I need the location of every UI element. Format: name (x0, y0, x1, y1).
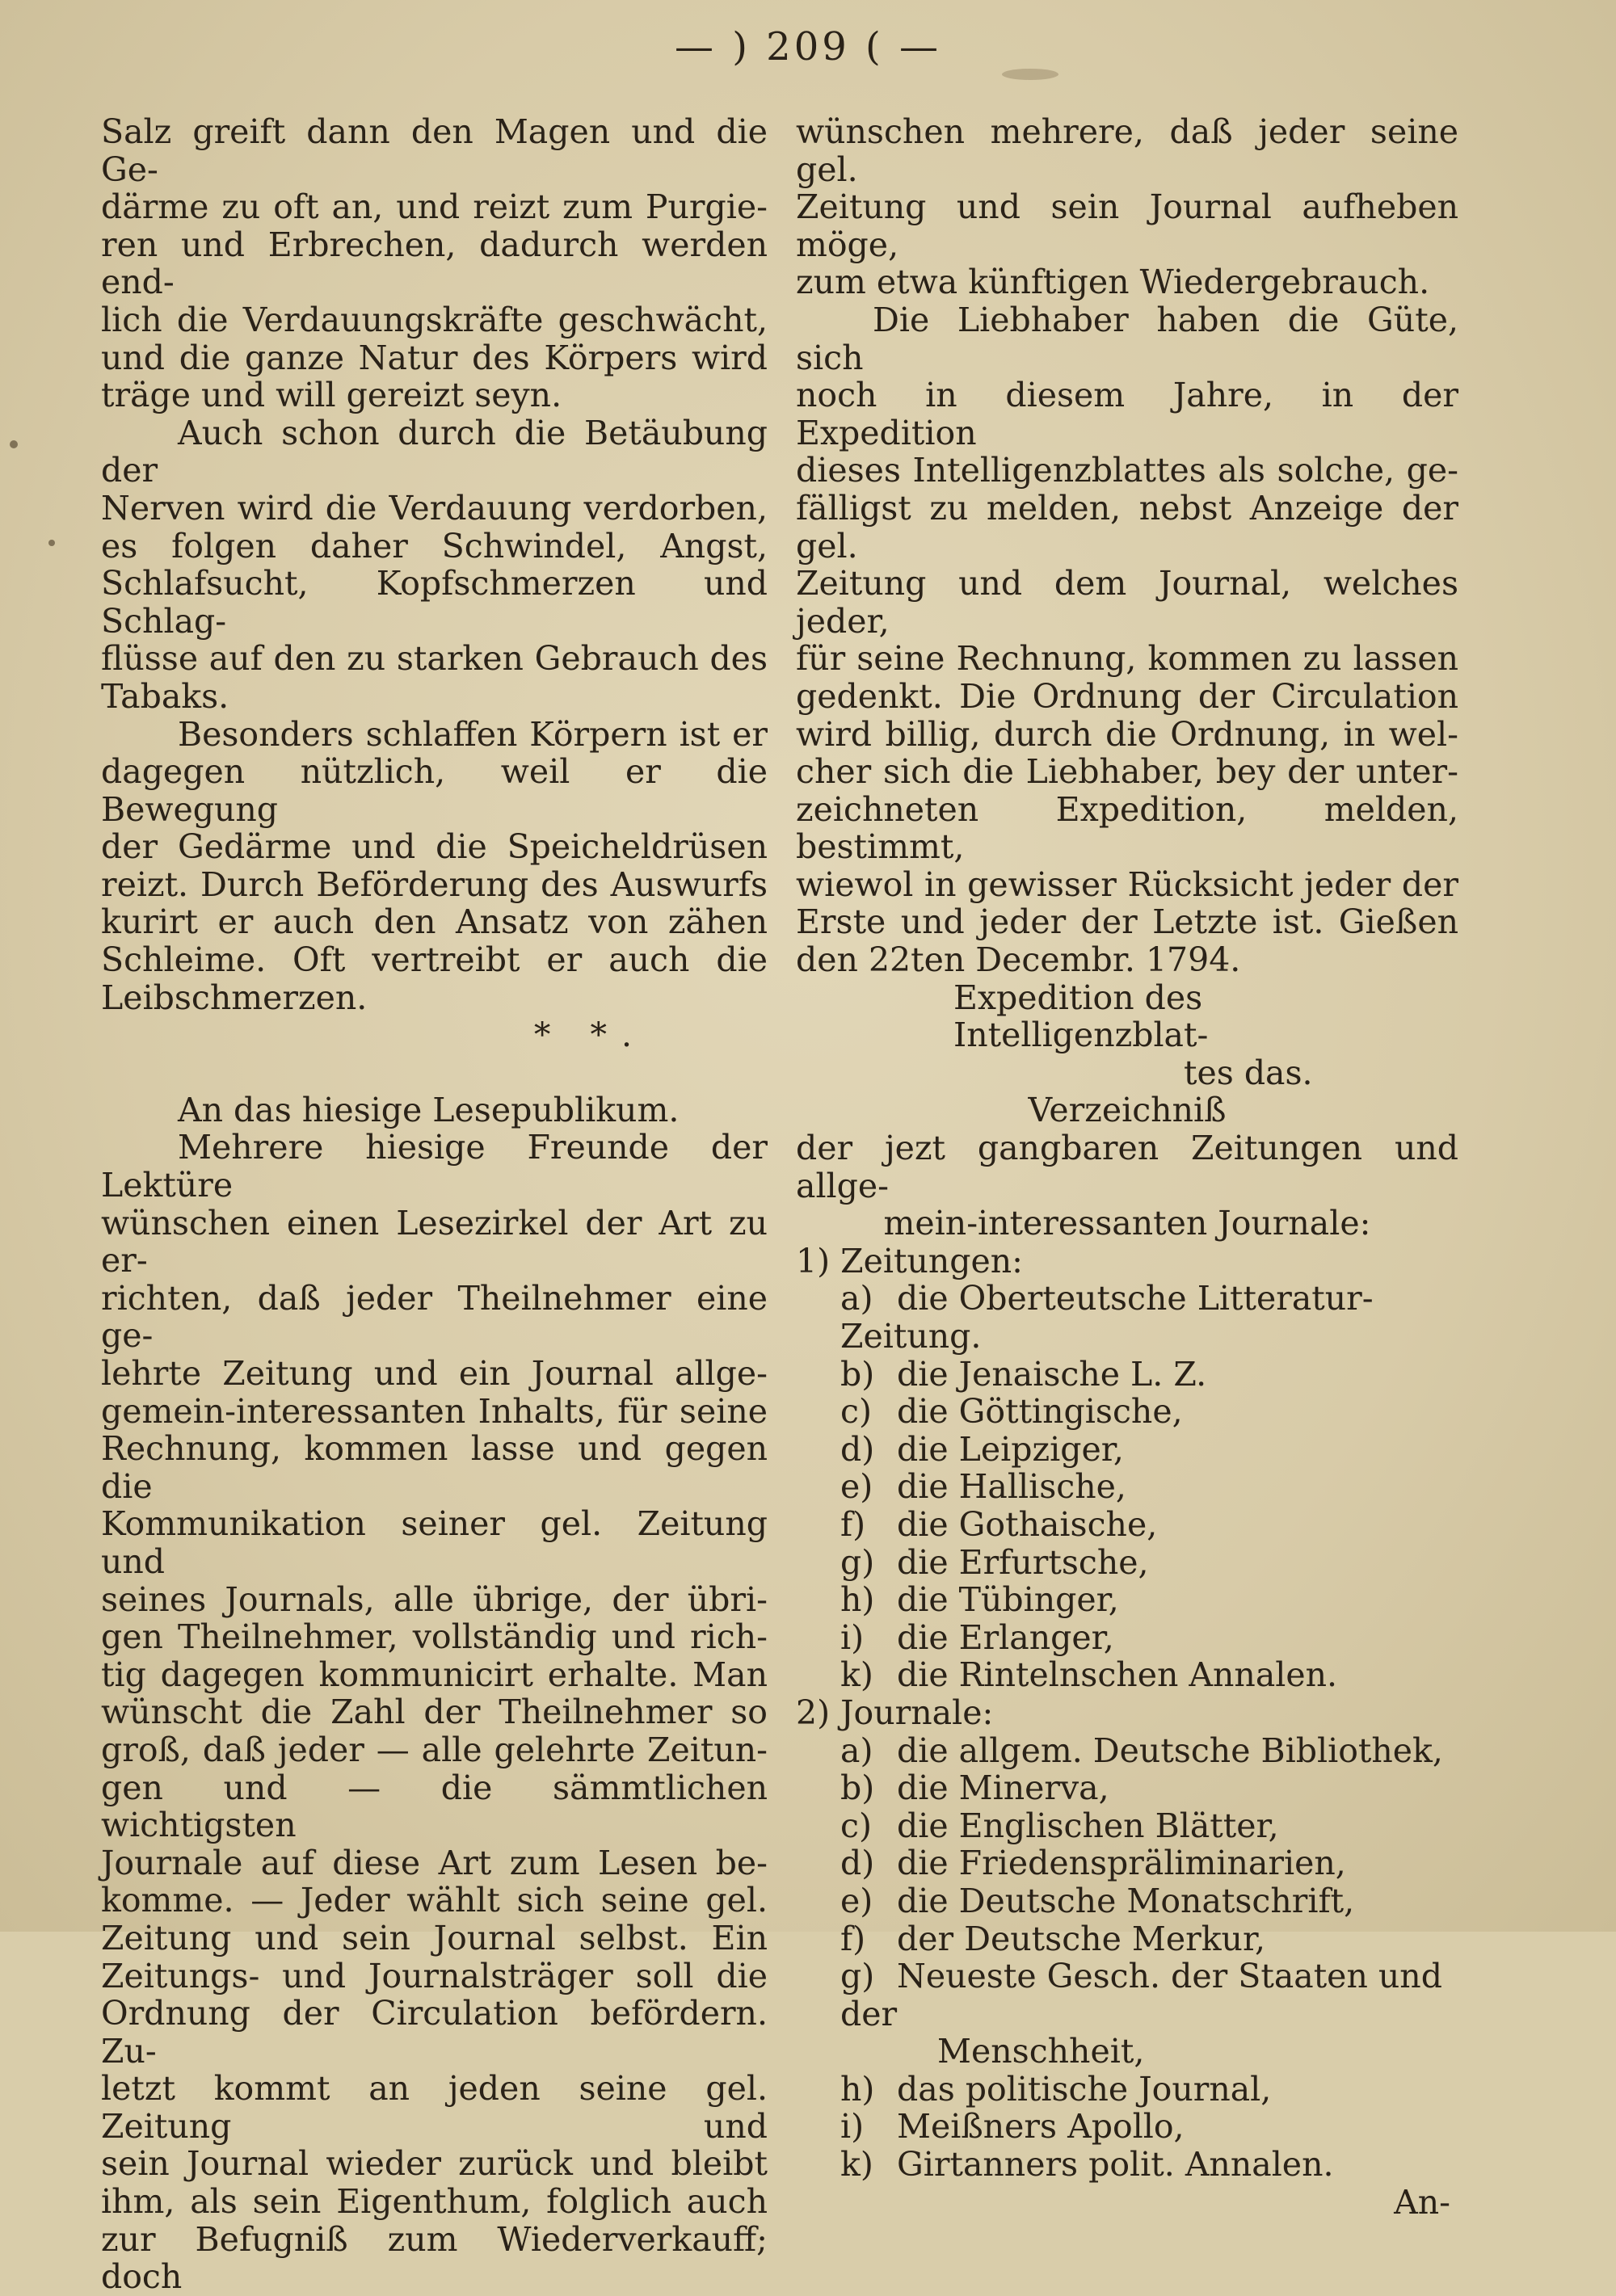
text-line: Journale auf diese Art zum Lesen be- (101, 1843, 768, 1882)
item-text: die Rintelnschen Annalen. (897, 1655, 1338, 1695)
text-line: wünschen einen Lesezirkel der Art zu er- (101, 1203, 768, 1280)
list-item (796, 2108, 1458, 2146)
text-line: für seine Rechnung, kommen zu lassen (796, 639, 1458, 679)
item-marker: a) (840, 1730, 873, 1770)
text-line: lehrte Zeitung und ein Journal allge- (101, 1354, 768, 1393)
list-item-continuation: Menschheit, (937, 2032, 1145, 2071)
item-text: die Deutsche Monatschrift, (897, 1881, 1355, 1920)
text-line: Tabaks. (101, 676, 229, 716)
section-title: 2) Journale: (796, 1693, 994, 1732)
text-line: Zeitung und sein Journal selbst. Ein (101, 1918, 768, 1957)
item-marker: g) (840, 1957, 875, 1996)
item-marker: c) (840, 1806, 872, 1845)
item-marker: g) (840, 1542, 875, 1582)
list-subtitle: der jezt gangbaren Zeitungen und allge- (796, 1129, 1458, 1205)
text-line: komme. — Jeder wählt sich seine gel. (101, 1881, 768, 1920)
list-item (796, 1619, 1458, 1657)
item-marker: b) (840, 1354, 875, 1394)
text-line: dagegen nützlich, weil er die Bewegung (101, 752, 768, 829)
list-item (796, 1807, 1458, 1845)
text-line: Schleime. Oft vertreibt er auch die (101, 940, 768, 980)
text-line: zum etwa künftigen Wiedergebrauch. (796, 263, 1430, 302)
item-text: die Friedenspräliminarien, (897, 1844, 1346, 1883)
item-text: die Gothaische, (897, 1504, 1158, 1544)
item-marker: b) (840, 1768, 875, 1808)
item-text: die Oberteutsche Litteratur-Zeitung. (840, 1279, 1374, 1356)
text-line: Ordnung der Circulation befördern. Zu- (101, 1994, 768, 2071)
text-line: den 22ten Decembr. 1794. (796, 940, 1241, 980)
item-text: der Deutsche Merkur, (897, 1919, 1266, 1958)
text-line: Zeitungs- und Journalsträger soll die (101, 1956, 768, 1995)
text-line: der Gedärme und die Speicheldrüsen (101, 827, 768, 867)
list-item (796, 1581, 1458, 1619)
text-line: wiewol in gewisser Rücksicht jeder der (796, 864, 1458, 904)
list-item (796, 1844, 1458, 1882)
text-line: Leibschmerzen. (101, 978, 368, 1017)
item-text: die Erlanger, (897, 1617, 1114, 1657)
paper-stain (1002, 69, 1058, 80)
text-line: gemein-interessanten Inhalts, für seine (101, 1391, 768, 1431)
item-marker: f) (840, 1919, 866, 1958)
article-heading: An das hiesige Lesepublikum. (178, 1090, 680, 1129)
list-item (796, 1656, 1458, 1694)
text-line: tig dagegen kommunicirt erhalte. Man (101, 1655, 768, 1694)
catchword: An- (1394, 2182, 1450, 2222)
text-line: gen und — die sämmtlichen wichtigsten (101, 1768, 768, 1845)
ink-speck (48, 540, 55, 546)
list-subtitle: mein-interessanten Journale: (883, 1204, 1371, 1243)
list-item (796, 1468, 1458, 1506)
item-text: Meißners Apollo, (897, 2107, 1185, 2147)
item-text: die Erfurtsche, (897, 1542, 1149, 1582)
item-text: die Jenaische L. Z. (897, 1354, 1207, 1394)
text-line: zeichneten Expedition, melden, bestimmt, (796, 789, 1458, 867)
text-line: ren und Erbrechen, dadurch werden end- (101, 225, 768, 302)
item-marker: a) (840, 1279, 873, 1318)
signature-line: tes das. (1184, 1053, 1313, 1092)
item-text: die Hallische, (897, 1467, 1126, 1507)
item-marker: i) (840, 2107, 865, 2147)
list-item (796, 1356, 1458, 1394)
item-text: die Tübinger, (897, 1580, 1119, 1620)
text-line: fälligst zu melden, nebst Anzeige der gel. (796, 488, 1458, 566)
item-marker: k) (840, 2145, 873, 2185)
page-header: — ) 209 ( — (674, 24, 942, 69)
list-item (796, 1920, 1458, 1958)
list-item (796, 1431, 1458, 1469)
text-line: wünschen mehrere, daß jeder seine gel. (796, 112, 1458, 189)
text-line: ihm, als sein Eigenthum, folglich auch (101, 2182, 768, 2222)
text-line: richten, daß jeder Theilnehmer eine ge- (101, 1278, 768, 1356)
text-line: Erste und jeder der Letzte ist. Gießen (796, 902, 1458, 942)
item-text: die Göttingische, (897, 1392, 1183, 1432)
list-item (796, 1732, 1458, 1770)
text-line: groß, daß jeder — alle gelehrte Zeitun- (101, 1730, 768, 1769)
left-column (101, 113, 768, 2296)
list-item (796, 2071, 1458, 2109)
text-line: Kommunikation seiner gel. Zeitung und (101, 1504, 768, 1581)
item-text: die allgem. Deutsche Bibliothek, (897, 1730, 1443, 1770)
item-text: die Leipziger, (897, 1429, 1124, 1469)
text-line: Nerven wird die Verdauung verdorben, (101, 488, 768, 528)
text-line: Besonders schlaffen Körpern ist er (178, 714, 768, 754)
text-line: gedenkt. Die Ordnung der Circulation (796, 676, 1458, 716)
text-line: därme zu oft an, und reizt zum Purgie- (101, 187, 768, 227)
item-marker: d) (840, 1844, 875, 1883)
text-line: letzt kommt an jeden seine gel. Zeitung und (101, 2069, 768, 2146)
item-text: Neueste Gesch. der Staaten und der (840, 1957, 1442, 2033)
text-line: träge und will gereizt seyn. (101, 376, 562, 415)
item-marker: f) (840, 1504, 866, 1544)
signature-line: Expedition des Intelligenzblat- (953, 978, 1209, 1055)
item-marker: e) (840, 1881, 873, 1920)
text-line: dieses Intelligenzblattes als solche, ge- (796, 451, 1458, 490)
item-marker: i) (840, 1617, 865, 1657)
item-marker: e) (840, 1467, 873, 1507)
ink-speck (10, 440, 18, 448)
text-line: und die ganze Natur des Körpers wird (101, 338, 768, 377)
text-line: Auch schon durch die Betäubung der (101, 413, 768, 490)
text-line: Mehrere hiesige Freunde der Lektüre (101, 1128, 768, 1205)
item-text: das politische Journal, (897, 2069, 1272, 2109)
text-line: gen Theilnehmer, vollständig und rich- (101, 1617, 768, 1657)
text-line: cher sich die Liebhaber, bey der unter- (796, 752, 1458, 792)
item-marker: h) (840, 1580, 875, 1620)
list-item (796, 1506, 1458, 1544)
text-line: wünscht die Zahl der Theilnehmer so (101, 1693, 768, 1732)
text-line: flüsse auf den zu starken Gebrauch des (101, 639, 768, 679)
text-line: Zeitung und dem Journal, welches jeder, (796, 564, 1458, 641)
list-item (796, 1957, 1458, 2033)
text-line: reizt. Durch Beförderung des Auswurfs (101, 864, 768, 904)
section-title: 1) Zeitungen: (796, 1241, 1023, 1280)
item-text: Girtanners polit. Annalen. (897, 2145, 1334, 2185)
list-item (796, 1280, 1458, 1355)
text-line: Salz greift dann den Magen und die Ge- (101, 112, 768, 189)
text-line: Schlafsucht, Kopfschmerzen und Schlag- (101, 564, 768, 641)
text-line: Zeitung und sein Journal aufheben möge, (796, 187, 1458, 264)
list-item (796, 1769, 1458, 1807)
text-line: sein Journal wieder zurück und bleibt (101, 2144, 768, 2184)
item-text: die Englischen Blätter, (897, 1806, 1279, 1845)
item-marker: k) (840, 1655, 873, 1695)
item-marker: d) (840, 1429, 875, 1469)
text-line: wird billig, durch die Ordnung, in wel- (796, 714, 1458, 754)
text-line: Die Liebhaber haben die Güte, sich (796, 300, 1458, 377)
text-line: seines Journals, alle übrige, der übri- (101, 1579, 768, 1619)
item-marker: h) (840, 2069, 875, 2109)
list-title: Verzeichniß (1028, 1091, 1227, 1130)
list-item (796, 1544, 1458, 1582)
text-line: noch in diesem Jahre, in der Expedition (796, 376, 1458, 452)
section-separator: * *. (533, 1016, 646, 1055)
text-line: lich die Verdauungskräfte geschwächt, (101, 300, 768, 339)
right-column (796, 113, 1458, 2221)
list-item (796, 1882, 1458, 1920)
item-text: die Minerva, (897, 1768, 1109, 1808)
list-item (796, 1393, 1458, 1431)
text-line: Rechnung, kommen lasse und gegen die (101, 1429, 768, 1506)
text-line: kurirt er auch den Ansatz von zähen (101, 902, 768, 942)
list-item (796, 2146, 1458, 2184)
item-marker: c) (840, 1392, 872, 1432)
text-line: zur Befugniß zum Wiederverkauff; doch (101, 2219, 768, 2296)
text-line: es folgen daher Schwindel, Angst, (101, 526, 768, 566)
